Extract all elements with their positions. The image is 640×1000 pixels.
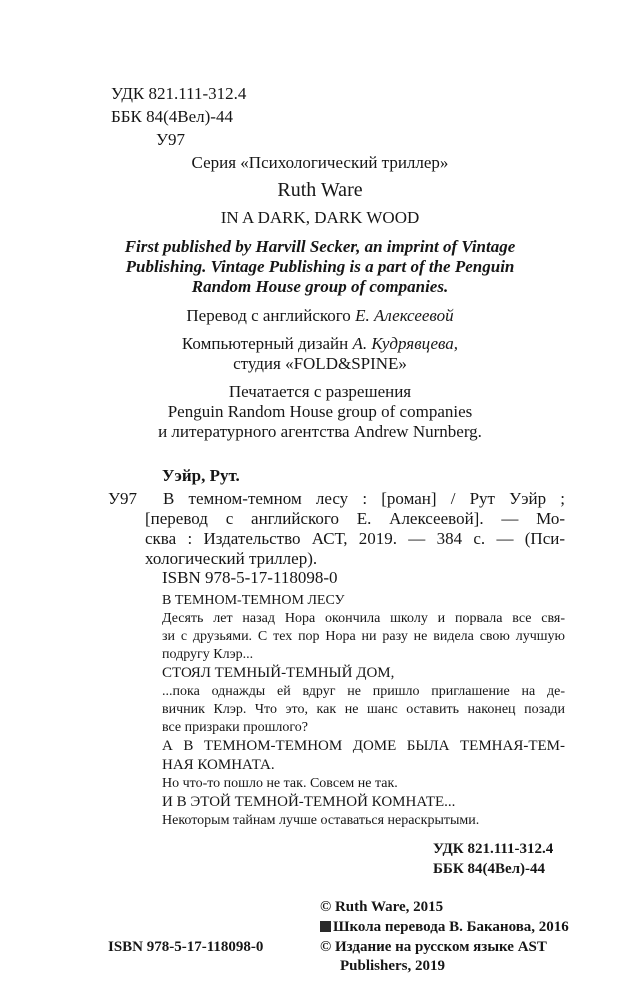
annotation-heading: И В ЭТОЙ ТЕМНОЙ-ТЕМНОЙ КОМНАТЕ... <box>162 794 456 810</box>
annotation-line: Некоторым тайнам лучше оставаться нераскрытыми. <box>162 813 480 828</box>
translation-credit <box>0 306 640 326</box>
series-line: Серия «Психологический триллер» <box>191 153 449 172</box>
author-mark: У97 <box>156 130 186 149</box>
copyright-line-school <box>320 918 569 937</box>
catalog-line: В темном-темном лесу : [роман] / Рут Уэйр ; <box>163 489 565 508</box>
catalog-description <box>145 489 565 569</box>
annotation-line: Но что-то пошло не так. Совсем не так. <box>162 776 398 791</box>
design-label: Компьютерный дизайн <box>181 334 349 353</box>
design-credit <box>0 334 640 354</box>
translation-label: Перевод с английского <box>186 306 351 325</box>
first-published-line: Publishing. Vintage Publishing is a part of the Penguin <box>125 257 515 276</box>
annotation-line: вичник Клэр. Что это, как не шанс оставить наконец позади <box>162 702 565 717</box>
copyright-line: © Ruth Ware, 2015 <box>320 899 444 915</box>
catalog-line: [перевод с английского Е. Алексеевой]. — Мо- <box>145 509 565 528</box>
udk-code: УДК 821.111-312.4 <box>111 84 247 103</box>
footer-udk: УДК 821.111-312.4 <box>433 841 554 857</box>
original-title: IN A DARK, DARK WOOD <box>220 208 420 227</box>
annotation-heading: В ТЕМНОМ-ТЕМНОМ ЛЕСУ <box>162 593 345 608</box>
first-published-block <box>120 237 520 297</box>
footer-bbk: ББК 84(4Вел)-44 <box>433 861 546 877</box>
original-author: Ruth Ware <box>277 179 363 201</box>
permission-line: и литературного агентства Andrew Nurnberg. <box>158 422 482 441</box>
annotation-line: ...пока однажды ей вдруг не пришло приглашение на де- <box>162 684 565 699</box>
annotation-line: Десять лет назад Нора окончила школу и порвала все свя- <box>162 611 565 626</box>
bbk-code: ББК 84(4Вел)-44 <box>111 107 233 126</box>
annotation-line: все призраки прошлого? <box>162 720 309 735</box>
catalog-line: сква : Издательство АСТ, 2019. — 384 с. — (Пси- <box>145 529 565 548</box>
annotation-line: зи с друзьями. С тех пор Нора ни разу не видела свою лучшую <box>162 629 565 644</box>
annotation-line: подругу Клэр... <box>162 647 254 662</box>
permission-line: Penguin Random House group of companies <box>167 402 473 421</box>
design-studio: студия «FOLD&SPINE» <box>233 354 407 373</box>
catalog-heading: Уэйр, Рут. <box>162 466 240 485</box>
annotation-heading: А В ТЕМНОМ-ТЕМНОМ ДОМЕ БЫЛА ТЕМНАЯ-ТЕМ- <box>162 738 565 754</box>
copyright-line: Publishers, 2019 <box>340 958 446 974</box>
copyright-text: Школа перевода В. Баканова, 2016 <box>333 919 569 935</box>
bottom-isbn: ISBN 978-5-17-118098-0 <box>108 939 264 955</box>
annotation-heading: НАЯ КОМНАТА. <box>162 757 275 773</box>
catalog-mark: У97 <box>108 489 138 508</box>
catalog-isbn: ISBN 978-5-17-118098-0 <box>162 568 338 587</box>
first-published-line: First published by Harvill Secker, an imprint of Vintage <box>124 237 516 256</box>
school-logo-icon <box>320 921 331 932</box>
catalog-line: хологический триллер). <box>145 549 318 568</box>
annotation-heading: СТОЯЛ ТЕМНЫЙ-ТЕМНЫЙ ДОМ, <box>162 665 395 681</box>
copyright-line: © Издание на русском языке AST <box>320 939 547 955</box>
designer-name: А. Кудрявцева, <box>352 334 459 353</box>
annotation-block <box>162 592 565 830</box>
first-published-line: Random House group of companies. <box>191 277 449 296</box>
permission-line: Печатается с разрешения <box>228 382 412 401</box>
translator-name: Е. Алексеевой <box>355 306 454 325</box>
